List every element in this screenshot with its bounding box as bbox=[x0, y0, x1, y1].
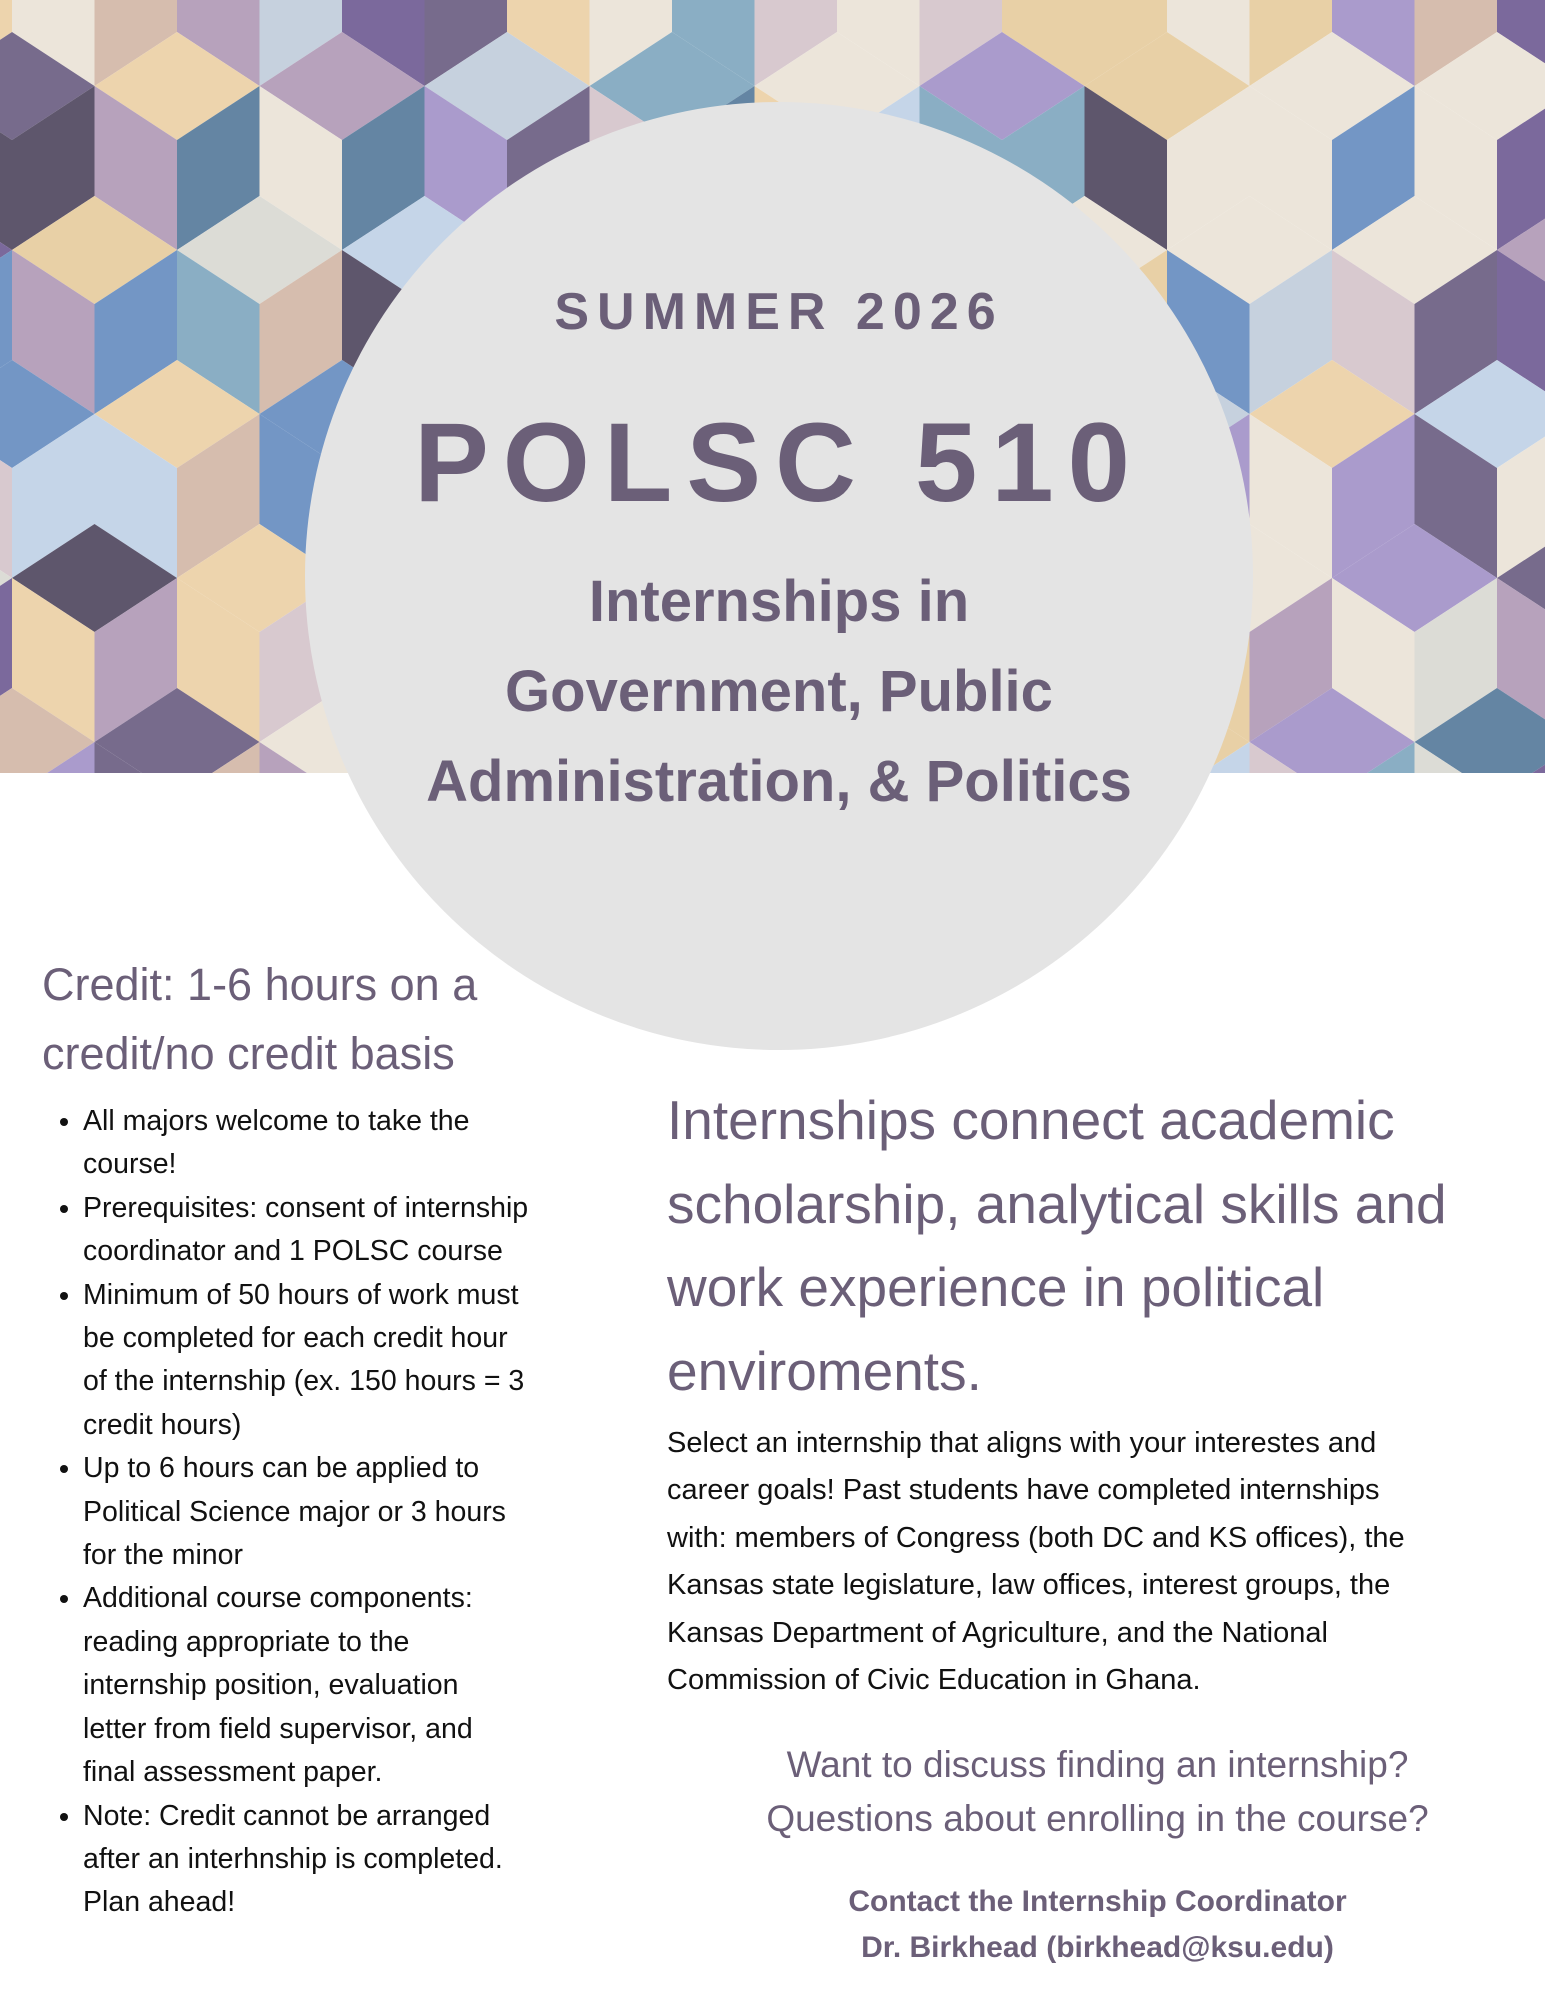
course-title-line: Internships in bbox=[588, 569, 970, 634]
list-item-line: credit hours) bbox=[83, 1408, 242, 1441]
course-code: POLSC 510 bbox=[414, 400, 1144, 525]
list-item-line: • Prerequisites: consent of internship bbox=[83, 1191, 529, 1224]
list-item-line: Political Science major or 3 hours bbox=[83, 1495, 506, 1528]
list-item-line: • Note: Credit cannot be arranged bbox=[83, 1799, 491, 1832]
course-title-line: Administration, & Politics bbox=[426, 749, 1132, 814]
course-details-list bbox=[40, 1100, 643, 1925]
questions-prompt bbox=[650, 1738, 1545, 1846]
list-item-line: • Minimum of 50 hours of work must bbox=[83, 1278, 519, 1311]
list-item-line: course! bbox=[83, 1148, 177, 1181]
description-line: career goals! Past students have completed internships bbox=[667, 1474, 1380, 1507]
question-line: Questions about enrolling in the course? bbox=[766, 1798, 1429, 1839]
lead-line: enviroments. bbox=[667, 1339, 982, 1402]
credit-heading bbox=[42, 950, 477, 1088]
list-item-line: final assessment paper. bbox=[83, 1756, 383, 1789]
list-item bbox=[83, 1100, 643, 1187]
list-item-line: internship position, evaluation bbox=[83, 1669, 459, 1702]
list-item-line: for the minor bbox=[83, 1539, 243, 1572]
list-item-line: letter from field supervisor, and bbox=[83, 1712, 473, 1745]
internship-description bbox=[667, 1420, 1537, 1704]
list-item-line: reading appropriate to the bbox=[83, 1625, 410, 1658]
credit-heading-line: Credit: 1-6 hours on a bbox=[42, 959, 478, 1010]
lead-line: Internships connect academic bbox=[667, 1089, 1395, 1151]
list-item-line: • Up to 6 hours can be applied to bbox=[83, 1452, 480, 1485]
list-item-line: coordinator and 1 POLSC course bbox=[83, 1235, 503, 1268]
question-line: Want to discuss finding an internship? bbox=[786, 1744, 1409, 1785]
list-item-line: Plan ahead! bbox=[83, 1886, 236, 1919]
list-item bbox=[83, 1577, 643, 1794]
contact-block bbox=[650, 1879, 1545, 1971]
lead-line: work experience in political bbox=[667, 1256, 1325, 1318]
course-title bbox=[305, 557, 1253, 827]
contact-person: Dr. Birkhead (birkhead@ksu.edu) bbox=[861, 1931, 1334, 1964]
list-item bbox=[83, 1447, 643, 1577]
course-title-line: Government, Public bbox=[505, 659, 1053, 724]
description-line: Kansas Department of Agriculture, and the National bbox=[667, 1616, 1328, 1649]
description-line: with: members of Congress (both DC and KS offices), the bbox=[667, 1521, 1405, 1554]
lead-statement bbox=[667, 1079, 1527, 1413]
list-item-line: after an interhnship is completed. bbox=[83, 1842, 503, 1875]
list-item bbox=[83, 1187, 643, 1274]
description-line: Select an internship that aligns with your interestes and bbox=[667, 1427, 1377, 1459]
description-line: Commission of Civic Education in Ghana. bbox=[667, 1664, 1201, 1697]
list-item bbox=[83, 1795, 643, 1925]
list-item bbox=[83, 1274, 643, 1448]
contact-heading: Contact the Internship Coordinator bbox=[848, 1885, 1347, 1918]
credit-heading-line: credit/no credit basis bbox=[42, 1028, 455, 1079]
list-item-line: • All majors welcome to take the bbox=[83, 1105, 470, 1137]
list-item-line: • Additional course components: bbox=[83, 1582, 473, 1615]
list-item-line: be completed for each credit hour bbox=[83, 1322, 508, 1355]
term-label: SUMMER 2026 bbox=[554, 283, 1004, 341]
description-line: Kansas state legislature, law offices, interest groups, the bbox=[667, 1569, 1391, 1602]
list-item-line: of the internship (ex. 150 hours = 3 bbox=[83, 1365, 525, 1398]
lead-line: scholarship, analytical skills and bbox=[667, 1172, 1447, 1235]
